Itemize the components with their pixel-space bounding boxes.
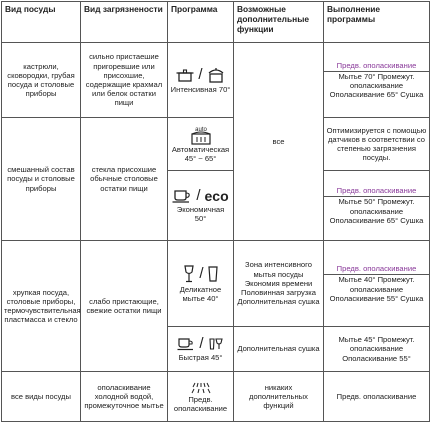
slash-separator: / [199, 335, 204, 352]
soil-cell: ополаскивание холодной водой, промежуточное мытье [81, 372, 168, 422]
exec-prewash: Предв. ополаскивание [336, 60, 417, 70]
execution-cell [324, 43, 430, 118]
shower-icon [191, 381, 211, 395]
glass-icon [208, 266, 218, 282]
exec-prewash: Предв. ополаскивание [336, 186, 417, 196]
table-row [2, 241, 430, 327]
slash-separator: / [198, 66, 203, 83]
functions-cell-extra-dry: Дополнительная сушка [234, 327, 324, 372]
program-table [1, 1, 430, 422]
header-kind: Вид посуды [2, 2, 81, 43]
functions-cell-none: никаких дополнительных функций [234, 372, 324, 422]
cup-plate-icon [172, 189, 192, 203]
execution-cell [324, 241, 430, 327]
header-execution: Выполнение программы [324, 2, 430, 43]
program-cell [168, 327, 234, 372]
execution-cell: Оптимизируется с помощью датчиков в соответствии со степенью загрязнения посуды. [324, 118, 430, 171]
soil-cell: стекла присохшие обычные столовые остатки пищи [81, 118, 168, 241]
table-row [2, 372, 430, 422]
functions-cell-list: Зона интенсивного мытья посуды Экономия времени Половинная загрузка Дополнительная сушка [234, 241, 324, 327]
wine-glass-icon [183, 265, 195, 283]
program-label: Экономичная 50° [176, 205, 225, 223]
kind-cell: смешанный состав посуды и столовые приборы [2, 118, 81, 241]
auto-icon-label: auto [194, 127, 207, 133]
quick-glass-icon [208, 337, 224, 351]
program-cell [168, 171, 234, 241]
header-functions: Возможные дополнительные функции [234, 2, 324, 43]
program-label: Предв. ополаскивание [173, 394, 228, 413]
header-row [2, 2, 430, 43]
pot-icon [176, 68, 194, 82]
kind-cell: кастрюли, сковородки, грубая посуда и столовые приборы [2, 43, 81, 118]
exec-steps: Мытье 40° Промежут. ополаскивание Ополаскивание 55° Сушка [329, 275, 424, 303]
execution-cell: Мытье 45° Промежут. ополаскивание Ополаскивание 55° [324, 327, 430, 372]
slash-separator: / [199, 265, 204, 282]
table-row [2, 118, 430, 171]
exec-steps: Мытье 50° Промежут. ополаскивание Ополаскивание 65° Сушка [329, 197, 424, 225]
program-cell [168, 118, 234, 171]
exec-prewash: Предв. ополаскивание [336, 264, 417, 274]
exec-steps: Мытье 70° Промежут. ополаскивание Ополаскивание 65° Сушка [329, 71, 424, 100]
program-cell [168, 43, 234, 118]
auto-icon [189, 125, 213, 145]
header-program: Программа [168, 2, 234, 43]
kind-cell: все виды посуды [2, 372, 81, 422]
pot-with-lid-icon [207, 67, 225, 83]
program-label: Интенсивная 70° [170, 84, 231, 94]
program-cell [168, 372, 234, 422]
execution-cell: Предв. ополаскивание [324, 372, 430, 422]
quick-icon [177, 337, 195, 351]
program-label: Автоматическая 45° ~ 65° [171, 145, 230, 163]
kind-cell: хрупкая посуда, столовые приборы, термочувствительная пластмасса и стекло [2, 241, 81, 372]
eco-label: eco [204, 187, 229, 204]
program-cell [168, 241, 234, 327]
header-soil: Вид загрязнености [81, 2, 168, 43]
slash-separator: / [196, 187, 201, 204]
table-row [2, 43, 430, 118]
soil-cell: сильно пристаешие пригоревшие или присохшие, содержащие крахмал или белок остатки пищи [81, 43, 168, 118]
execution-cell [324, 171, 430, 241]
program-label: Деликатное мытье 40° [179, 284, 222, 303]
soil-cell: слабо пристающие, свежие остатки пищи [81, 241, 168, 372]
functions-cell-all: все [234, 43, 324, 241]
program-label: Быстрая 45° [178, 353, 223, 362]
